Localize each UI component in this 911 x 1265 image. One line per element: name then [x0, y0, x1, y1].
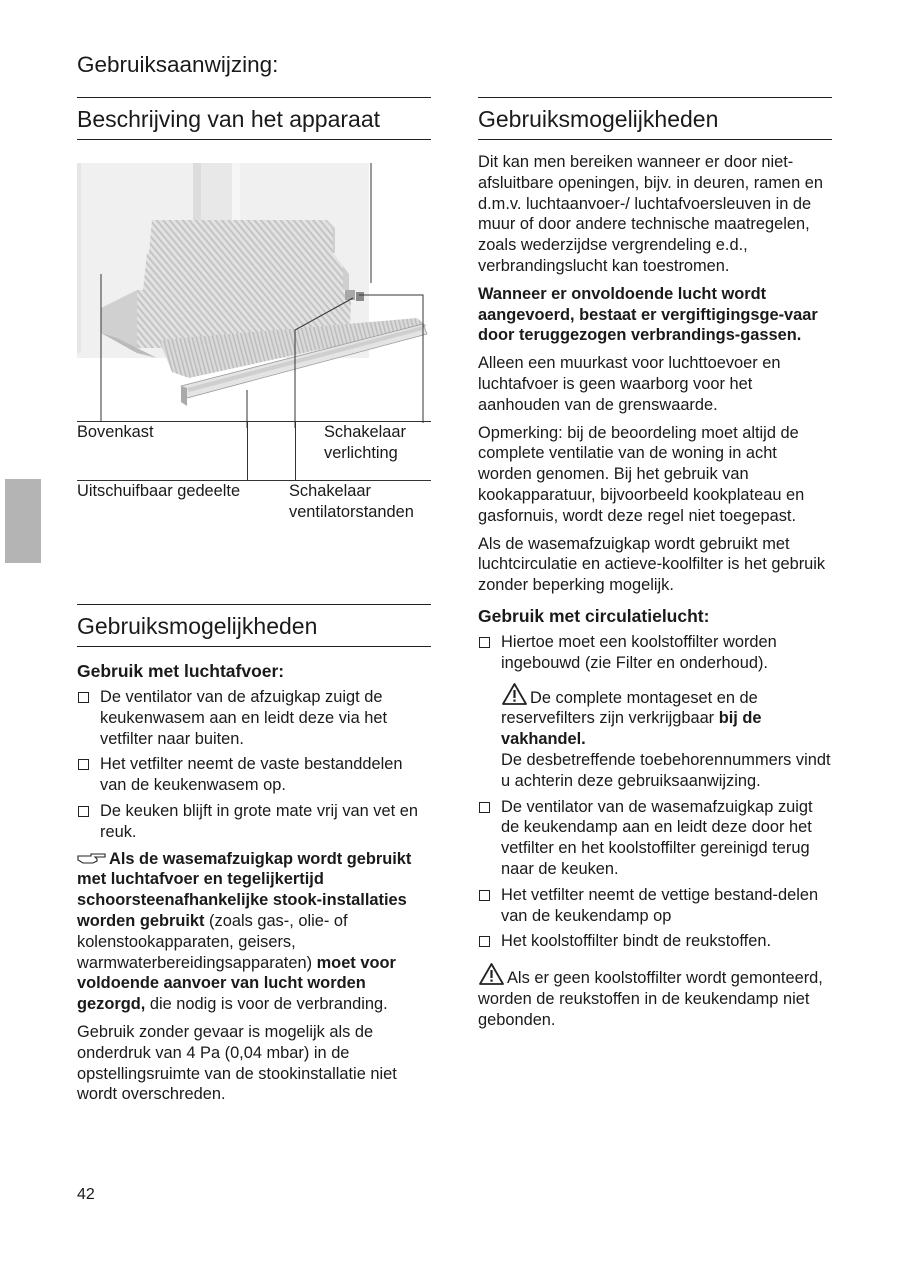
checkbox-icon	[479, 890, 490, 901]
final-paragraph: Gebruik zonder gevaar is mogelijk als de onderdruk van 4 Pa (0,04 mbar) in de opstellingsruimte van de stookinstallatie niet wordt overschreden.	[77, 1022, 397, 1104]
subtitle-luchtafvoer: Gebruik met luchtafvoer:	[77, 661, 285, 681]
list-item	[77, 687, 431, 749]
label-bovenkast: Bovenkast	[77, 423, 154, 441]
note-bold-1: Als de wasemafzuigkap wordt gebruikt met luchtafvoer en tegelijkertijd schoorsteenafhankelijke stook-installaties worden gebruikt	[77, 849, 412, 930]
list-item	[478, 885, 832, 927]
leader-line-ventilator	[295, 421, 296, 481]
list-item	[478, 931, 832, 952]
section-title-gebruik-left: Gebruiksmogelijkheden	[77, 604, 431, 647]
left-lower-column	[77, 604, 431, 1105]
label-schakelaar-verlichting-line1: Schakelaar	[324, 423, 407, 441]
list-item	[478, 632, 832, 674]
list-item-text: Het koolstoffilter bindt de reukstoffen.	[501, 932, 771, 951]
warning-triangle-icon	[501, 682, 528, 706]
page-title: Gebruiksaanwijzing:	[77, 52, 279, 77]
list-item-text: Het vetfilter neemt de vettige bestand-delen van de keukendamp op	[501, 885, 819, 925]
right-para-3: Alleen een muurkast voor luchttoevoer en luchtafvoer is geen waarborg voor het aanhouden van de grenswaarde.	[478, 354, 781, 414]
checkbox-icon	[78, 806, 89, 817]
circulatie-list-1	[478, 632, 832, 674]
checkbox-icon	[78, 692, 89, 703]
note-normal-2: die nodig is voor de verbranding.	[145, 995, 388, 1014]
list-item-text: De ventilator van de afzuigkap zuigt de keukenwasem aan en leidt deze via het vetfilter naar buiten.	[100, 688, 388, 748]
checkbox-icon	[479, 802, 490, 813]
checkbox-icon	[78, 759, 89, 770]
warning-montageset-after: De desbetreffende toebehorennummers vindt u achterin deze gebruiksaanwijzing.	[501, 750, 831, 790]
right-para-5: Als de wasemafzuigkap wordt gebruikt met luchtcirculatie en actieve-koolfilter is het gebruik zonder beperking mogelijk.	[478, 534, 826, 595]
appliance-illustration	[77, 158, 433, 428]
warning-montageset-bold: bij de vakhandel.	[501, 709, 762, 749]
label-uitschuifbaar: Uitschuifbaar gedeelte	[77, 482, 241, 500]
section-title-gebruik-right: Gebruiksmogelijkheden	[478, 97, 832, 140]
note-paragraph	[77, 849, 431, 1015]
leader-line-uitschuifbaar	[247, 421, 248, 481]
list-item-text: De ventilator van de wasemafzuigkap zuigt de keukendamp aan en leidt deze door het vetfilter en het koolstoffilter gereinigd terug naar de keuken.	[501, 797, 813, 878]
warning-koolstoffilter	[478, 962, 832, 1030]
circulatie-list-2	[478, 797, 832, 953]
list-item	[478, 797, 832, 880]
label-schakelaar-verlichting	[324, 422, 406, 464]
right-para-2: Wanneer er onvoldoende lucht wordt aangevoerd, bestaat er vergiftigingsge-vaar door teruggezogen verbrandings-gassen.	[478, 284, 818, 345]
note-normal-1: (zoals gas-, olie- of kolenstookapparaten, geisers, warmwaterbereidingsapparaten)	[77, 911, 348, 972]
side-tab	[5, 479, 41, 563]
right-para-1: Dit kan men bereiken wanneer er door niet-afsluitbare openingen, bijv. in deuren, ramen en d.m.v. luchtaanvoer-/ luchtafvoersleuven in de muur of door andere technische maatregelen, zoals wederzijdse vergrendeling e.d., verbrandingslucht kan toestromen.	[478, 153, 824, 275]
warning-koolstoffilter-text: Als er geen koolstoffilter wordt gemonteerd, worden de reukstoffen in de keukendamp niet gebonden.	[478, 969, 823, 1029]
section-title-beschrijving: Beschrijving van het apparaat	[77, 97, 431, 140]
warning-montageset	[478, 682, 832, 792]
right-column	[478, 97, 832, 1030]
warning-triangle-icon	[478, 962, 505, 986]
label-schakelaar-ventilator-line2: ventilatorstanden	[289, 502, 414, 521]
list-item	[77, 801, 431, 843]
page-number: 42	[77, 1186, 95, 1203]
luchtafvoer-list	[77, 687, 431, 843]
warning-montageset-text: De complete montageset en de reservefilters zijn verkrijgbaar	[501, 688, 758, 728]
label-schakelaar-ventilator-line1: Schakelaar	[289, 482, 372, 500]
left-column	[77, 97, 431, 140]
list-item-text: Hiertoe moet een koolstoffilter worden ingebouwd (zie Filter en onderhoud).	[501, 632, 777, 672]
list-item-text: De keuken blijft in grote mate vrij van vet en reuk.	[100, 801, 418, 841]
label-schakelaar-ventilator	[289, 481, 414, 523]
pointing-hand-icon	[77, 851, 107, 865]
subtitle-circulatielucht: Gebruik met circulatielucht:	[478, 605, 710, 626]
note-bold-2: moet voor voldoende aanvoer van lucht worden gezorgd,	[77, 953, 396, 1014]
label-schakelaar-verlichting-line2: verlichting	[324, 443, 398, 462]
checkbox-icon	[479, 637, 490, 648]
appliance-figure	[77, 158, 433, 428]
list-item	[77, 754, 431, 796]
right-para-4: Opmerking: bij de beoordeling moet altijd de complete ventilatie van de woning in acht worden genomen. Bij het gebruik van kookapparatuur, bijvoorbeeld kookplateau en gasfornuis, wordt deze regel niet toegepast.	[478, 423, 805, 525]
checkbox-icon	[479, 936, 490, 947]
list-item-text: Het vetfilter neemt de vaste bestanddelen van de keukenwasem op.	[100, 755, 403, 795]
